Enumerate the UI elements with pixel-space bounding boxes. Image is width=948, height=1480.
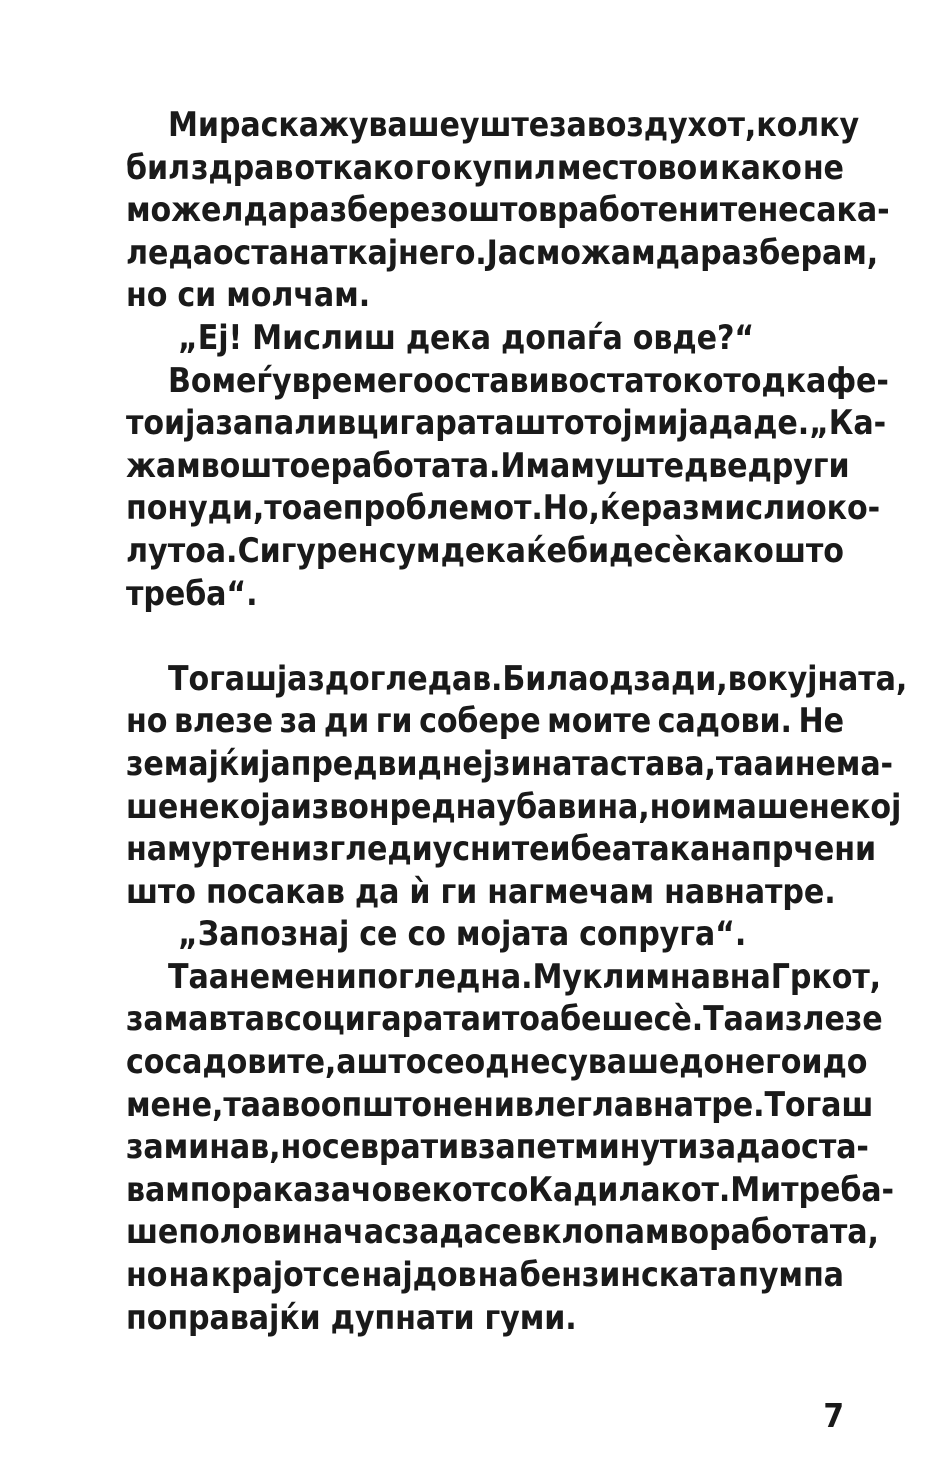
word: за (698, 1127, 736, 1167)
word: гуми. (484, 1297, 577, 1337)
word: лу (126, 530, 168, 570)
word: разбере (287, 190, 431, 230)
word: таа (715, 743, 774, 783)
text-line (126, 743, 893, 786)
word: сопруга“. (579, 914, 747, 954)
word: кај (347, 232, 398, 272)
word: останат (212, 232, 348, 272)
word: меѓувреме (211, 360, 398, 400)
word: сѐ (653, 530, 692, 570)
word: вам (126, 1169, 190, 1209)
word: биде (567, 530, 654, 570)
word: од (740, 360, 786, 400)
word: за (279, 701, 318, 741)
word: минути (574, 1127, 699, 1167)
paragraph (126, 317, 844, 360)
word: треба- (781, 1169, 894, 1209)
word: ди (323, 701, 370, 741)
word: откако (294, 147, 414, 187)
text-line (126, 998, 883, 1041)
word: даде. (708, 403, 810, 443)
word: да (168, 232, 213, 272)
word: местово (556, 147, 698, 187)
word: така (631, 829, 711, 869)
word: нема- (794, 743, 893, 783)
word: напрчени (710, 829, 877, 869)
block-separator (126, 615, 844, 658)
word: човекот (351, 1169, 490, 1209)
word: да (354, 871, 400, 911)
word: воздухот, (586, 105, 757, 144)
word: Кадилакот. (528, 1169, 731, 1209)
word: климнав (581, 956, 730, 996)
word: предвид (290, 743, 442, 783)
word: здогледав. (307, 658, 503, 698)
text-line (126, 487, 881, 530)
word: Во (168, 360, 212, 400)
word: раскажуваше (218, 105, 460, 144)
word: со (126, 1042, 165, 1082)
paragraph (126, 104, 890, 317)
word: да (243, 190, 288, 230)
text-line (126, 445, 850, 488)
word: некоја (178, 786, 291, 826)
word: ни (314, 956, 357, 996)
word: да (655, 232, 701, 272)
word: но (126, 701, 168, 741)
word: Гркот, (770, 956, 882, 996)
word: внатре. (633, 1084, 765, 1124)
word: работата. (330, 445, 501, 485)
word: тоа (501, 999, 561, 1039)
word: до (679, 1042, 725, 1082)
word: за (549, 105, 587, 144)
word: и (801, 1042, 823, 1082)
word: одзади, (588, 658, 728, 698)
word: нагмечам (487, 871, 655, 911)
word: него. (397, 232, 487, 272)
word: жам (126, 445, 201, 485)
word: беа (570, 829, 632, 869)
word: беше (560, 999, 654, 1039)
word: кујната, (767, 658, 908, 698)
paragraph (126, 956, 894, 1339)
word: порака (189, 1169, 314, 1209)
word: намуртен (126, 829, 291, 869)
text-line (126, 1297, 844, 1340)
word: сака- (798, 190, 890, 230)
text-line (126, 274, 844, 317)
word: поправајќи (126, 1297, 321, 1337)
word: што (240, 445, 311, 485)
word: вратив (359, 1127, 478, 1167)
word: Мислиш (252, 317, 396, 357)
word: моите (547, 701, 652, 741)
text-line (126, 147, 844, 190)
word: ше (126, 1212, 179, 1252)
word: Јас (486, 232, 536, 272)
word: Сигурен (237, 530, 379, 570)
word: ми (632, 403, 679, 443)
word: Имам (500, 445, 595, 485)
word: ја (678, 403, 709, 443)
page-number: 7 (823, 1396, 844, 1435)
page-text-body (126, 104, 908, 1339)
word: во (200, 445, 241, 485)
word: кафе- (785, 360, 889, 400)
word: што (126, 871, 196, 911)
word: треба“. (126, 573, 258, 613)
word: ја (276, 658, 308, 698)
word: запалив (215, 403, 357, 443)
word: Не (798, 701, 844, 741)
word: да (439, 1212, 484, 1252)
word: можел (126, 190, 244, 230)
word: „Запознај (178, 914, 350, 954)
word: воопшто (281, 1084, 432, 1124)
word: се (321, 1127, 360, 1167)
word: здрав (190, 147, 294, 187)
word: си (177, 275, 217, 315)
word: Тогаш (764, 1084, 874, 1124)
word: Тогаш (168, 658, 277, 698)
word: цигарата (322, 999, 481, 1039)
text-line (126, 1169, 894, 1212)
word: Но, (542, 488, 600, 528)
word: мене, (126, 1084, 224, 1124)
word: најдов (361, 1255, 477, 1295)
word: да (735, 1127, 781, 1167)
word: тоа (264, 488, 323, 528)
word: Ми (168, 105, 219, 144)
word: ќе (526, 530, 567, 570)
word: ги (375, 701, 413, 741)
paragraph (126, 658, 908, 914)
text-line (126, 871, 844, 914)
word: пет (515, 1127, 575, 1167)
word: до (822, 1042, 868, 1082)
text-line (126, 189, 890, 232)
word: „Ка- (809, 403, 886, 443)
text-line (126, 828, 877, 871)
word: но (280, 1127, 322, 1167)
word: крајот (210, 1255, 321, 1295)
word: во (727, 658, 768, 698)
word: го (397, 360, 434, 400)
word: за (401, 1212, 440, 1252)
word: за (313, 1169, 352, 1209)
word: тој (584, 403, 633, 443)
word: Таа (703, 999, 765, 1039)
word: навнатре. (664, 871, 836, 911)
word: убавина, (496, 786, 650, 826)
word: излезе (764, 999, 883, 1039)
word: нејзината (441, 743, 610, 783)
word: што (773, 530, 844, 570)
text-line (126, 913, 844, 956)
text-line (126, 1126, 869, 1169)
word: се (359, 914, 398, 954)
word: овде?“ (632, 317, 755, 357)
word: на (729, 956, 771, 996)
text-line (126, 700, 844, 743)
word: две (683, 445, 748, 485)
word: става, (609, 743, 716, 783)
word: ги (440, 871, 478, 911)
word: влезе (173, 701, 274, 741)
word: ѝ (409, 871, 431, 911)
word: ја (260, 743, 291, 783)
word: око- (806, 488, 881, 528)
word: собере (419, 701, 541, 741)
word: бензинската (519, 1255, 737, 1295)
word: е (310, 445, 331, 485)
word: замавтав (126, 999, 284, 1039)
word: но (649, 786, 691, 826)
word: зошто (430, 190, 539, 230)
word: и (773, 743, 795, 783)
word: сум (378, 530, 441, 570)
word: ме (270, 956, 315, 996)
word: понуди, (126, 488, 265, 528)
word: влегла (514, 1084, 634, 1124)
word: молчам. (226, 275, 371, 315)
word: изглед (290, 829, 412, 869)
word: со (283, 999, 323, 1039)
text-line (126, 956, 882, 999)
text-line (126, 402, 886, 445)
word: то (126, 403, 164, 443)
word: како (692, 530, 774, 570)
word: проблемот. (342, 488, 543, 528)
word: бил (126, 147, 190, 187)
word: и (480, 999, 502, 1039)
text-line (126, 360, 889, 403)
word: но (126, 1255, 168, 1295)
word: посакав (205, 871, 345, 911)
word: Била (502, 658, 589, 698)
word: го (414, 147, 452, 187)
word: извонредна (290, 786, 497, 826)
word: оста- (780, 1127, 869, 1167)
paragraph (126, 360, 889, 616)
word: се (426, 1042, 465, 1082)
word: сѐ. (653, 999, 704, 1039)
word: уште (459, 105, 550, 144)
word: однесуваше (464, 1042, 680, 1082)
word: како (720, 147, 802, 187)
text-line (126, 786, 902, 829)
word: остатокот (568, 360, 741, 400)
word: можам (535, 232, 656, 272)
text-line (126, 530, 844, 573)
word: со (407, 914, 446, 954)
word: земајќи (126, 743, 261, 783)
word: на (477, 1255, 519, 1295)
word: е (322, 488, 343, 528)
text-block (126, 658, 908, 1340)
word: имаше (690, 786, 809, 826)
word: купил (452, 147, 556, 187)
word: други (747, 445, 850, 485)
word: не (757, 190, 799, 230)
word: уште (594, 445, 684, 485)
word: час (343, 1212, 402, 1252)
word: ни (473, 1084, 515, 1124)
word: Таа (168, 956, 229, 996)
word: садовите, (164, 1042, 337, 1082)
word: и (411, 829, 433, 869)
word: мојата (455, 914, 570, 954)
word: размисли (640, 488, 807, 528)
word: и (549, 829, 571, 869)
word: пумпа (738, 1255, 844, 1295)
text-block (126, 104, 890, 615)
word: садови. (657, 701, 792, 741)
word: што (356, 1042, 427, 1082)
word: погледна. (356, 956, 533, 996)
text-line (126, 104, 860, 147)
word: ше (126, 786, 179, 826)
word: „Еј! (178, 317, 243, 357)
word: ќе (599, 488, 641, 528)
word: не (228, 956, 271, 996)
word: со (489, 1169, 529, 1209)
word: не (802, 147, 844, 187)
word: работата, (709, 1212, 879, 1252)
word: цигарата (356, 403, 515, 443)
word: Ми (730, 1169, 782, 1209)
word: дека (440, 530, 526, 570)
word: половина (178, 1212, 344, 1252)
word: но (126, 275, 168, 315)
word: за (477, 1127, 516, 1167)
word: дупнати (330, 1297, 475, 1337)
word: допаѓа (501, 317, 623, 357)
word: таа (223, 1084, 282, 1124)
word: вработените (538, 190, 758, 230)
word: разберам, (700, 232, 879, 272)
word: и (163, 403, 186, 443)
word: а (336, 1042, 357, 1082)
word: и (698, 147, 720, 187)
word: оставив (433, 360, 569, 400)
word: не (431, 1084, 474, 1124)
word: што (514, 403, 585, 443)
word: Му (532, 956, 582, 996)
word: него (724, 1042, 802, 1082)
text-line (126, 1254, 844, 1297)
word: дека (405, 317, 491, 357)
word: се (322, 1255, 361, 1295)
word: тоа. (167, 530, 238, 570)
word: заминав, (126, 1127, 281, 1167)
text-line (126, 658, 908, 701)
word: вклопам (521, 1212, 670, 1252)
word: усните (432, 829, 550, 869)
word: колку (756, 105, 860, 144)
text-line (126, 573, 844, 616)
text-line (126, 1084, 874, 1127)
word: на (168, 1255, 210, 1295)
text-line (126, 1211, 879, 1254)
text-line (126, 232, 879, 275)
word: ја (185, 403, 216, 443)
word: во (669, 1212, 709, 1252)
text-line (126, 1041, 868, 1084)
paragraph (126, 913, 844, 956)
word: се (483, 1212, 522, 1252)
word: ле (126, 232, 169, 272)
text-line (126, 317, 844, 360)
word: некој (808, 786, 902, 826)
